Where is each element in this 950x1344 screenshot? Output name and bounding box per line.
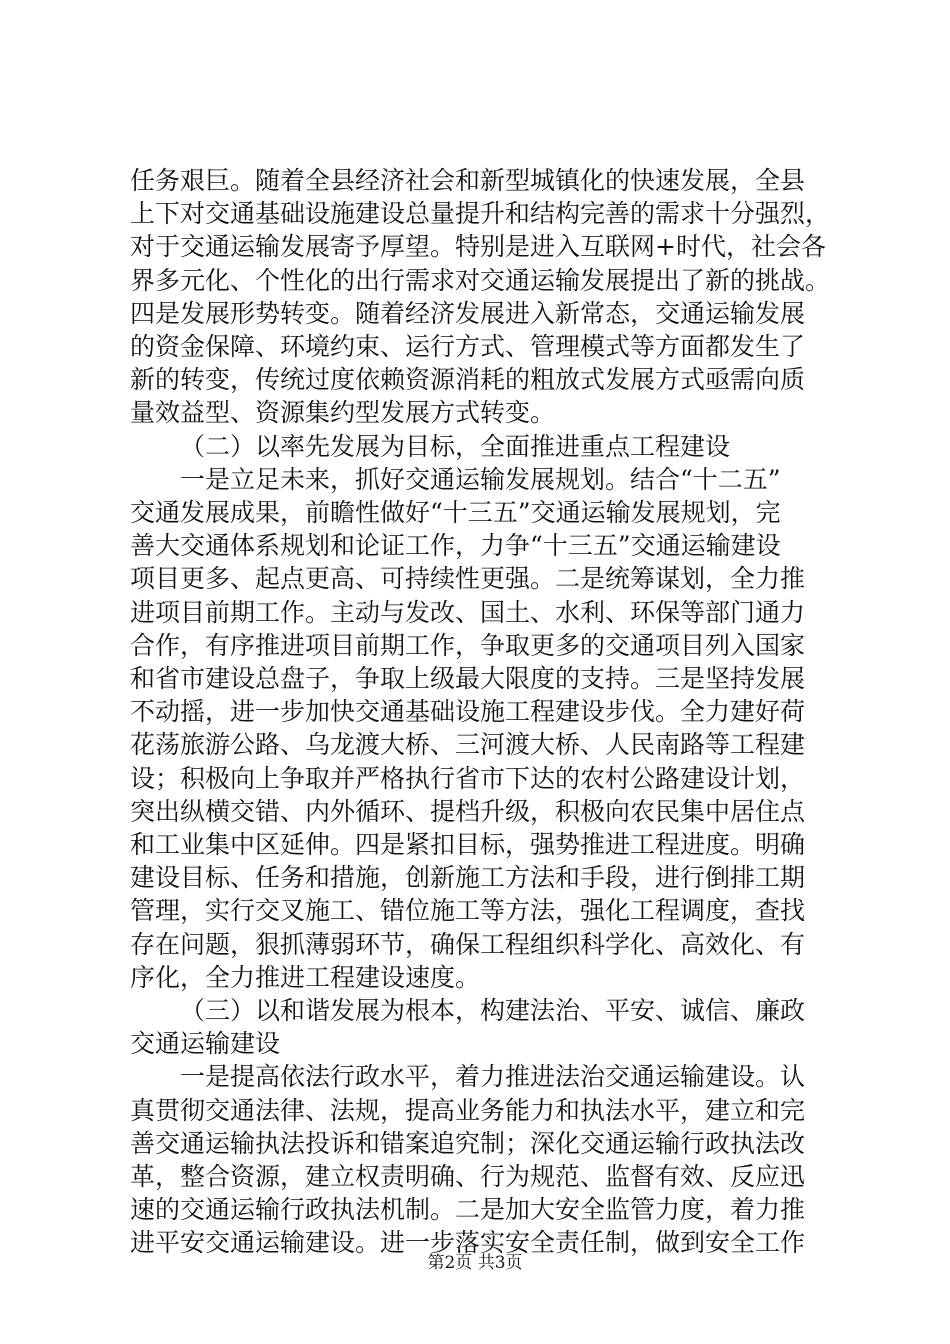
text-line: 新的转变，传统过度依赖资源消耗的粗放式发展方式亟需向质	[130, 365, 806, 394]
text-line: 项目更多、起点更高、可持续性更强。二是统筹谋划，全力推	[130, 564, 806, 593]
text-line: 对于交通运输发展寄予厚望。特别是进入互联网+时代，社会各	[130, 232, 826, 261]
text-line: 交通发展成果，前瞻性做好“十三五”交通运输发展规划，完	[130, 498, 781, 527]
text-line: （二）以率先发展为目标，全面推进重点工程建设	[180, 432, 731, 461]
text-line: 的资金保障、环境约束、运行方式、管理模式等方面都发生了	[130, 332, 806, 361]
text-line: 界多元化、个性化的出行需求对交通运输发展提出了新的挑战。	[130, 266, 831, 295]
text-line: 进平安交通运输建设。进一步落实安全责任制，做到安全工作	[130, 1228, 806, 1257]
text-line: 进项目前期工作。主动与发改、国土、水利、环保等部门通力	[130, 598, 806, 627]
text-line: 任务艰巨。随着全县经济社会和新型城镇化的快速发展，全县	[130, 166, 806, 195]
text-line: 革，整合资源，建立权责明确、行为规范、监督有效、反应迅	[130, 1162, 806, 1191]
text-line: 管理，实行交叉施工、错位施工等方法，强化工程调度，查找	[130, 896, 806, 925]
text-line: 速的交通运输行政执法机制。二是加大安全监管力度，着力推	[130, 1195, 806, 1224]
text-line: 建设目标、任务和措施，创新施工方法和手段，进行倒排工期	[130, 863, 806, 892]
text-line: 一是提高依法行政水平，着力推进法治交通运输建设。认	[180, 1062, 806, 1091]
text-line: 设；积极向上争取并严格执行省市下达的农村公路建设计划，	[130, 764, 806, 793]
text-line: 存在问题，狠抓薄弱环节，确保工程组织科学化、高效化、有	[130, 930, 806, 959]
text-line: 真贯彻交通法律、法规，提高业务能力和执法水平，建立和完	[130, 1096, 806, 1125]
text-line: 一是立足未来，抓好交通运输发展规划。结合“十二五”	[180, 465, 781, 494]
page-footer: 第2页 共3页	[427, 1253, 523, 1273]
text-line: 和工业集中区延伸。四是紧扣目标，强势推进工程进度。明确	[130, 830, 806, 859]
text-line: 交通运输建设	[130, 1029, 281, 1058]
text-line: 突出纵横交错、内外循环、提档升级，积极向农民集中居住点	[130, 797, 806, 826]
text-line: 不动摇，进一步加快交通基础设施工程建设步伐。全力建好荷	[130, 697, 806, 726]
text-line: 和省市建设总盘子，争取上级最大限度的支持。三是坚持发展	[130, 664, 806, 693]
text-line: 四是发展形势转变。随着经济发展进入新常态，交通运输发展	[130, 299, 806, 328]
text-line: 序化，全力推进工程建设速度。	[130, 963, 481, 992]
text-line: 善大交通体系规划和论证工作，力争“十三五”交通运输建设	[130, 531, 781, 560]
text-line: 上下对交通基础设施建设总量提升和结构完善的需求十分强烈，	[130, 199, 831, 228]
text-line: 合作，有序推进项目前期工作，争取更多的交通项目列入国家	[130, 631, 806, 660]
text-line: 花荡旅游公路、乌龙渡大桥、三河渡大桥、人民南路等工程建	[130, 730, 806, 759]
text-line: （三）以和谐发展为根本，构建法治、平安、诚信、廉政	[180, 996, 806, 1025]
text-line: 量效益型、资源集约型发展方式转变。	[130, 398, 556, 427]
text-line: 善交通运输执法投诉和错案追究制；深化交通运输行政执法改	[130, 1129, 806, 1158]
